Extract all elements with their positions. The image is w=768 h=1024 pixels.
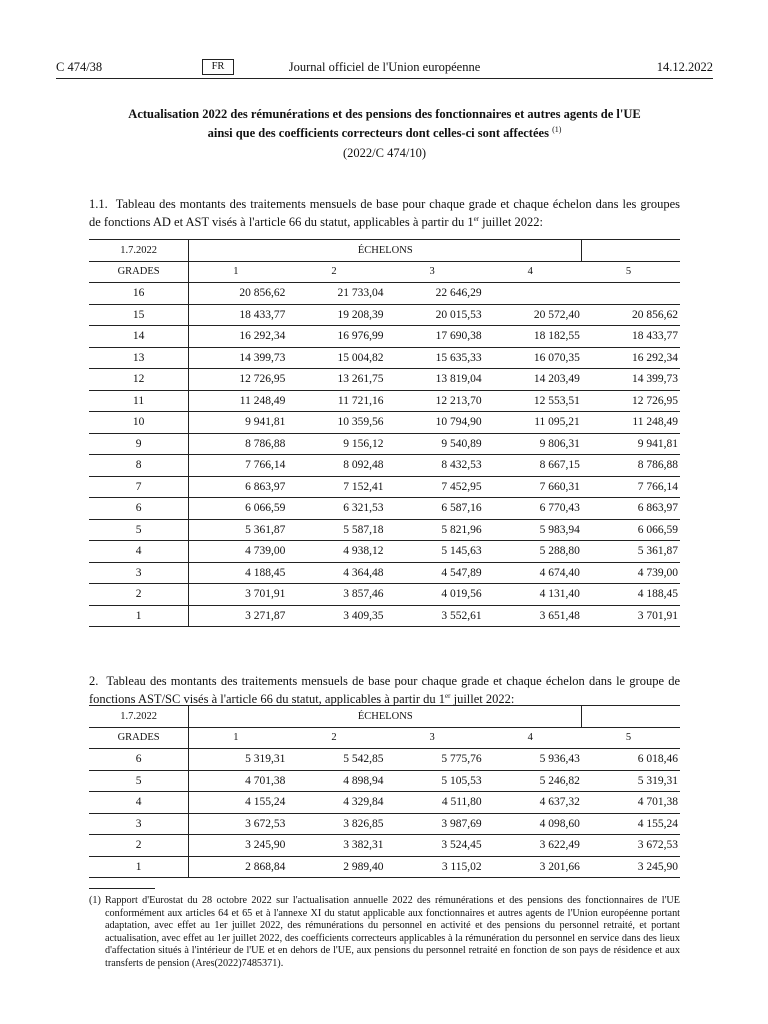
grade-cell: 16 <box>89 283 189 305</box>
salary-cell: 12 553,51 <box>484 390 582 412</box>
journal-title: Journal officiel de l'Union européenne <box>288 60 481 74</box>
salary-cell: 3 552,61 <box>386 605 484 627</box>
salary-cell: 4 898,94 <box>287 770 385 792</box>
salary-cell: 21 733,04 <box>287 283 385 305</box>
salary-cell: 3 115,02 <box>386 856 484 878</box>
echelon-column-header: 1 <box>189 261 288 283</box>
salary-cell: 13 819,04 <box>386 369 484 391</box>
salary-table-ast-sc <box>89 705 680 878</box>
table-row <box>89 283 680 305</box>
table-row <box>89 476 680 498</box>
salary-cell: 4 155,24 <box>582 813 680 835</box>
salary-cell: 5 246,82 <box>484 770 582 792</box>
grade-cell: 10 <box>89 412 189 434</box>
salary-cell: 6 587,16 <box>386 498 484 520</box>
salary-cell: 3 857,46 <box>287 584 385 606</box>
grade-cell: 2 <box>89 584 189 606</box>
salary-cell: 3 651,48 <box>484 605 582 627</box>
salary-cell: 4 701,38 <box>582 792 680 814</box>
salary-cell: 4 019,56 <box>386 584 484 606</box>
grade-cell: 6 <box>89 749 189 771</box>
salary-cell <box>484 283 582 305</box>
salary-cell: 3 524,45 <box>386 835 484 857</box>
section-2-number: 2. <box>89 674 99 688</box>
document-number: (2022/C 474/10) <box>343 146 426 160</box>
salary-cell: 10 794,90 <box>386 412 484 434</box>
salary-cell: 6 770,43 <box>484 498 582 520</box>
table-row <box>89 541 680 563</box>
salary-cell: 18 182,55 <box>484 326 582 348</box>
section-1-intro <box>89 197 680 230</box>
grade-cell: 11 <box>89 390 189 412</box>
table-row <box>89 498 680 520</box>
salary-cell: 11 248,49 <box>189 390 288 412</box>
table-row <box>89 856 680 878</box>
salary-cell: 5 361,87 <box>582 541 680 563</box>
salary-cell: 6 321,53 <box>287 498 385 520</box>
salary-cell: 4 701,38 <box>189 770 288 792</box>
salary-cell: 5 319,31 <box>582 770 680 792</box>
grades-label: GRADES <box>89 727 189 749</box>
salary-cell: 4 511,80 <box>386 792 484 814</box>
salary-cell: 14 203,49 <box>484 369 582 391</box>
table-row <box>89 562 680 584</box>
title-line-2: ainsi que des coefficients correcteurs dont celles-ci sont affectées <box>207 126 549 141</box>
title-line-1: Actualisation 2022 des rémunérations et des pensions des fonctionnaires et autres agents de l'UE <box>128 107 641 121</box>
salary-cell: 5 936,43 <box>484 749 582 771</box>
table-row <box>89 412 680 434</box>
salary-cell: 20 015,53 <box>386 304 484 326</box>
salary-cell: 5 288,80 <box>484 541 582 563</box>
salary-cell: 4 188,45 <box>582 584 680 606</box>
salary-cell: 6 018,46 <box>582 749 680 771</box>
echelon-column-header: 4 <box>484 261 582 283</box>
header-blank-cell <box>582 706 680 728</box>
salary-cell: 5 821,96 <box>386 519 484 541</box>
salary-cell: 17 690,38 <box>386 326 484 348</box>
salary-cell: 8 786,88 <box>189 433 288 455</box>
salary-cell: 7 766,14 <box>189 455 288 477</box>
salary-cell: 9 540,89 <box>386 433 484 455</box>
salary-table-ad-ast <box>89 239 680 627</box>
salary-cell: 20 856,62 <box>582 304 680 326</box>
header-blank-cell <box>582 240 680 262</box>
section-1-text: Tableau des montants des traitements mensuels de base pour chaque grade et chaque échelon dans les groupes de fonctions AD et AST visés à l'article 66 du statut, applicables à partir du 1 <box>89 197 680 230</box>
salary-cell: 8 667,15 <box>484 455 582 477</box>
salary-cell: 9 941,81 <box>582 433 680 455</box>
table-row <box>89 369 680 391</box>
salary-cell: 3 987,69 <box>386 813 484 835</box>
table-row <box>89 835 680 857</box>
salary-cell: 6 863,97 <box>582 498 680 520</box>
table-row <box>89 605 680 627</box>
salary-cell: 9 941,81 <box>189 412 288 434</box>
table-date-label: 1.7.2022 <box>89 706 189 728</box>
salary-cell: 8 092,48 <box>287 455 385 477</box>
echelons-label: ÉCHELONS <box>189 706 582 728</box>
salary-cell: 3 271,87 <box>189 605 288 627</box>
table-row <box>89 770 680 792</box>
salary-cell: 10 359,56 <box>287 412 385 434</box>
grade-cell: 1 <box>89 856 189 878</box>
salary-cell: 12 726,95 <box>582 390 680 412</box>
echelon-column-header: 5 <box>582 261 680 283</box>
salary-cell: 4 364,48 <box>287 562 385 584</box>
salary-cell: 2 989,40 <box>287 856 385 878</box>
table-row <box>89 304 680 326</box>
salary-cell: 19 208,39 <box>287 304 385 326</box>
salary-cell: 3 622,49 <box>484 835 582 857</box>
salary-cell: 4 188,45 <box>189 562 288 584</box>
grades-label: GRADES <box>89 261 189 283</box>
salary-cell: 6 066,59 <box>189 498 288 520</box>
salary-cell: 4 739,00 <box>189 541 288 563</box>
salary-cell: 20 856,62 <box>189 283 288 305</box>
salary-cell: 3 245,90 <box>189 835 288 857</box>
section-2-sup: er <box>445 692 451 700</box>
grade-cell: 6 <box>89 498 189 520</box>
salary-cell: 4 938,12 <box>287 541 385 563</box>
footnote <box>89 895 680 971</box>
salary-cell: 2 868,84 <box>189 856 288 878</box>
salary-cell: 22 646,29 <box>386 283 484 305</box>
document-title <box>56 106 713 141</box>
section-1-number: 1.1. <box>89 197 108 211</box>
salary-cell: 3 701,91 <box>582 605 680 627</box>
grade-cell: 5 <box>89 770 189 792</box>
salary-cell: 7 766,14 <box>582 476 680 498</box>
salary-cell: 5 587,18 <box>287 519 385 541</box>
salary-cell: 16 976,99 <box>287 326 385 348</box>
salary-cell: 8 786,88 <box>582 455 680 477</box>
salary-cell: 3 245,90 <box>582 856 680 878</box>
grade-cell: 12 <box>89 369 189 391</box>
salary-cell: 8 432,53 <box>386 455 484 477</box>
salary-cell: 14 399,73 <box>582 369 680 391</box>
salary-cell: 5 542,85 <box>287 749 385 771</box>
salary-cell: 4 155,24 <box>189 792 288 814</box>
echelons-label: ÉCHELONS <box>189 240 582 262</box>
salary-cell: 11 721,16 <box>287 390 385 412</box>
table-row <box>89 519 680 541</box>
page-header <box>56 58 713 79</box>
table-row <box>89 813 680 835</box>
salary-cell: 6 066,59 <box>582 519 680 541</box>
salary-cell: 12 213,70 <box>386 390 484 412</box>
salary-cell <box>582 283 680 305</box>
table-row <box>89 792 680 814</box>
salary-cell: 7 660,31 <box>484 476 582 498</box>
language-badge: FR <box>202 59 234 75</box>
footnote-text: Rapport d'Eurostat du 28 octobre 2022 sur l'actualisation annuelle 2022 des rémunérations et des pensions des fonctionnaires de l'UE conformément aux articles 64 et 65 et à l'annexe XI du statut applicable aux fonctionnaires et autres agents de l'Union européenne portant adaptation, avec effet au 1er juillet 2022, des rémunérations du personnel en activité et des pensions du personnel retraité, et portant actualisation, avec effet au 1er juillet 2022, des coefficients correcteurs applicables à la rémunération du personnel en service dans des lieux d'affectation situés à l'intérieur de l'UE et en dehors de l'UE, aux pensions du personnel retraité en fonction de son pays de résidence et aux transferts de pension (Ares(2022)7485371). <box>105 895 680 969</box>
salary-cell: 3 701,91 <box>189 584 288 606</box>
grade-cell: 1 <box>89 605 189 627</box>
grade-cell: 13 <box>89 347 189 369</box>
salary-cell: 5 105,53 <box>386 770 484 792</box>
grade-cell: 15 <box>89 304 189 326</box>
salary-cell: 5 319,31 <box>189 749 288 771</box>
salary-cell: 5 983,94 <box>484 519 582 541</box>
section-2-intro <box>89 674 680 707</box>
title-footnote-ref[interactable]: (1) <box>552 125 562 134</box>
grade-cell: 4 <box>89 541 189 563</box>
grade-cell: 4 <box>89 792 189 814</box>
grade-cell: 8 <box>89 455 189 477</box>
echelon-column-header: 4 <box>484 727 582 749</box>
table-row <box>89 390 680 412</box>
grade-cell: 3 <box>89 562 189 584</box>
section-2-text-end: juillet 2022: <box>450 692 515 707</box>
salary-cell: 4 547,89 <box>386 562 484 584</box>
table-row <box>89 326 680 348</box>
salary-cell: 14 399,73 <box>189 347 288 369</box>
salary-cell: 20 572,40 <box>484 304 582 326</box>
grade-cell: 7 <box>89 476 189 498</box>
table-column-row <box>89 727 680 749</box>
echelon-column-header: 1 <box>189 727 288 749</box>
table-row <box>89 433 680 455</box>
salary-cell: 4 329,84 <box>287 792 385 814</box>
page-reference: C 474/38 <box>56 60 103 74</box>
section-1-text-end: juillet 2022: <box>479 215 543 230</box>
section-2-text: Tableau des montants des traitements mensuels de base pour chaque grade et chaque échelon dans le groupe de fonctions AST/SC visés à l'article 66 du statut, applicables à partir du 1 <box>89 674 680 707</box>
salary-cell: 9 156,12 <box>287 433 385 455</box>
salary-cell: 7 452,95 <box>386 476 484 498</box>
salary-cell: 3 672,53 <box>582 835 680 857</box>
salary-cell: 9 806,31 <box>484 433 582 455</box>
echelon-column-header: 2 <box>287 261 385 283</box>
salary-cell: 13 261,75 <box>287 369 385 391</box>
salary-cell: 12 726,95 <box>189 369 288 391</box>
table-column-row <box>89 261 680 283</box>
echelon-column-header: 3 <box>386 727 484 749</box>
salary-cell: 6 863,97 <box>189 476 288 498</box>
salary-cell: 16 292,34 <box>582 347 680 369</box>
footnote-separator <box>89 888 155 889</box>
grade-cell: 9 <box>89 433 189 455</box>
salary-cell: 4 674,40 <box>484 562 582 584</box>
salary-cell: 11 248,49 <box>582 412 680 434</box>
salary-cell: 15 004,82 <box>287 347 385 369</box>
salary-cell: 3 826,85 <box>287 813 385 835</box>
echelon-column-header: 2 <box>287 727 385 749</box>
salary-cell: 3 201,66 <box>484 856 582 878</box>
salary-cell: 3 672,53 <box>189 813 288 835</box>
grade-cell: 3 <box>89 813 189 835</box>
footnote-marker: (1) <box>89 895 101 906</box>
echelon-column-header: 5 <box>582 727 680 749</box>
salary-cell: 4 098,60 <box>484 813 582 835</box>
salary-cell: 16 292,34 <box>189 326 288 348</box>
table-row <box>89 455 680 477</box>
table-date-label: 1.7.2022 <box>89 240 189 262</box>
salary-cell: 16 070,35 <box>484 347 582 369</box>
salary-cell: 4 131,40 <box>484 584 582 606</box>
grade-cell: 14 <box>89 326 189 348</box>
section-1-sup: er <box>473 215 480 223</box>
salary-cell: 4 739,00 <box>582 562 680 584</box>
salary-cell: 3 382,31 <box>287 835 385 857</box>
salary-cell: 3 409,35 <box>287 605 385 627</box>
table-row <box>89 584 680 606</box>
echelon-column-header: 3 <box>386 261 484 283</box>
table-row <box>89 347 680 369</box>
salary-cell: 5 775,76 <box>386 749 484 771</box>
table-header-row <box>89 240 680 262</box>
salary-cell: 18 433,77 <box>189 304 288 326</box>
table-header-row <box>89 706 680 728</box>
salary-cell: 11 095,21 <box>484 412 582 434</box>
salary-cell: 7 152,41 <box>287 476 385 498</box>
salary-cell: 18 433,77 <box>582 326 680 348</box>
table-row <box>89 749 680 771</box>
salary-cell: 15 635,33 <box>386 347 484 369</box>
grade-cell: 5 <box>89 519 189 541</box>
salary-cell: 4 637,32 <box>484 792 582 814</box>
publication-date: 14.12.2022 <box>656 60 713 74</box>
salary-cell: 5 145,63 <box>386 541 484 563</box>
salary-cell: 5 361,87 <box>189 519 288 541</box>
grade-cell: 2 <box>89 835 189 857</box>
